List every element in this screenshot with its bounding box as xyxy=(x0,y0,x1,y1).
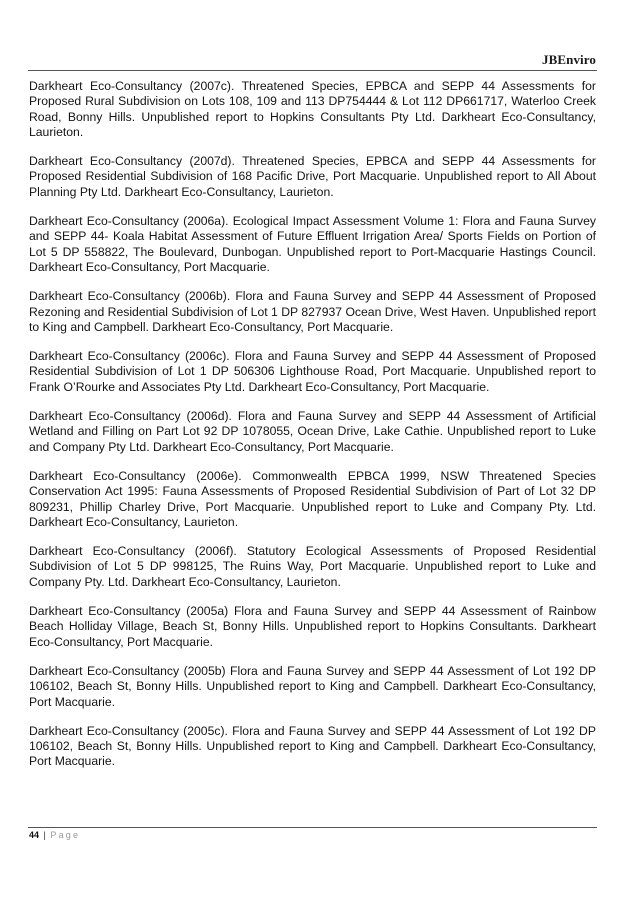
reference-item: Darkheart Eco-Consultancy (2006f). Statutory Ecological Assessments of Proposed Residential Subdivision of Lot 5 DP 998125, The Ruins Way, Port Macquarie. Unpublished report to Luke and Company Pty. Ltd. Darkheart Eco-Consultancy, Laurieton. xyxy=(29,544,596,589)
page-number: 44 xyxy=(29,830,40,840)
reference-item: Darkheart Eco-Consultancy (2006a). Ecological Impact Assessment Volume 1: Flora and Fauna Survey and SEPP 44- Koala Habitat Assessment of Future Effluent Irrigation Area/ Sports Fields on Portion of Lot 5 DP 558822, The Boulevard, Dunbogan. Unpublished report to Port-Macquarie Hastings Council. Darkheart Eco-Consultancy, Port Macquarie. xyxy=(29,214,596,274)
reference-item: Darkheart Eco-Consultancy (2007d). Threatened Species, EPBCA and SEPP 44 Assessments for Proposed Residential Subdivision of 168 Pacific Drive, Port Macquarie. Unpublished report to All About Planning Pty Ltd. Darkheart Eco-Consultancy, Laurieton. xyxy=(29,154,596,199)
reference-item: Darkheart Eco-Consultancy (2006e). Commonwealth EPBCA 1999, NSW Threatened Species Conservation Act 1995: Fauna Assessments of Proposed Residential Subdivision of Part of Lot 32 DP 809231, Phillip Charley Drive, Port Macquarie. Unpublished report to Luke and Company Pty. Ltd. Darkheart Eco-Consultancy, Laurieton. xyxy=(29,468,596,529)
page-label: Page xyxy=(50,830,81,840)
reference-item: Darkheart Eco-Consultancy (2005a) Flora and Fauna Survey and SEPP 44 Assessment of Rainbow Beach Holliday Village, Beach St, Bonny Hills. Unpublished report to Hopkins Consultants. Darkheart Eco-Consultancy, Port Macquarie. xyxy=(29,604,596,649)
reference-item: Darkheart Eco-Consultancy (2006d). Flora and Fauna Survey and SEPP 44 Assessment of Artificial Wetland and Filling on Part Lot 92 DP 1078055, Ocean Drive, Lake Cathie. Unpublished report to Luke and Company Pty Ltd. Darkheart Eco-Consultancy, Port Macquarie. xyxy=(29,409,596,454)
page-footer xyxy=(29,830,80,840)
header-brand: JBEnviro xyxy=(541,52,596,67)
reference-item: Darkheart Eco-Consultancy (2006c). Flora and Fauna Survey and SEPP 44 Assessment of Proposed Residential Subdivision of Lot 1 DP 506306 Lighthouse Road, Port Macquarie. Unpublished report to Frank O’Rourke and Associates Pty Ltd. Darkheart Eco-Consultancy, Port Macquarie. xyxy=(29,349,596,394)
footer-divider xyxy=(28,827,597,828)
reference-list xyxy=(29,79,596,784)
reference-item: Darkheart Eco-Consultancy (2007c). Threatened Species, EPBCA and SEPP 44 Assessments for Proposed Rural Subdivision on Lots 108, 109 and 113 DP754444 & Lot 112 DP661717, Waterloo Creek Road, Bonny Hills. Unpublished report to Hopkins Consultants Pty Ltd. Darkheart Eco-Consultancy, Laurieton. xyxy=(29,79,596,139)
header-divider xyxy=(28,70,597,71)
footer-separator: | xyxy=(43,830,46,840)
reference-item: Darkheart Eco-Consultancy (2006b). Flora and Fauna Survey and SEPP 44 Assessment of Proposed Rezoning and Residential Subdivision of Lot 1 DP 827937 Ocean Drive, West Haven. Unpublished report to King and Campbell. Darkheart Eco-Consultancy, Port Macquarie. xyxy=(29,289,596,334)
reference-item: Darkheart Eco-Consultancy (2005b) Flora and Fauna Survey and SEPP 44 Assessment of Lot 192 DP 106102, Beach St, Bonny Hills. Unpublished report to King and Campbell. Darkheart Eco-Consultancy, Port Macquarie. xyxy=(29,663,596,709)
reference-item: Darkheart Eco-Consultancy (2005c). Flora and Fauna Survey and SEPP 44 Assessment of Lot 192 DP 106102, Beach St, Bonny Hills. Unpublished report to King and Campbell. Darkheart Eco-Consultancy, Port Macquarie. xyxy=(29,723,596,769)
